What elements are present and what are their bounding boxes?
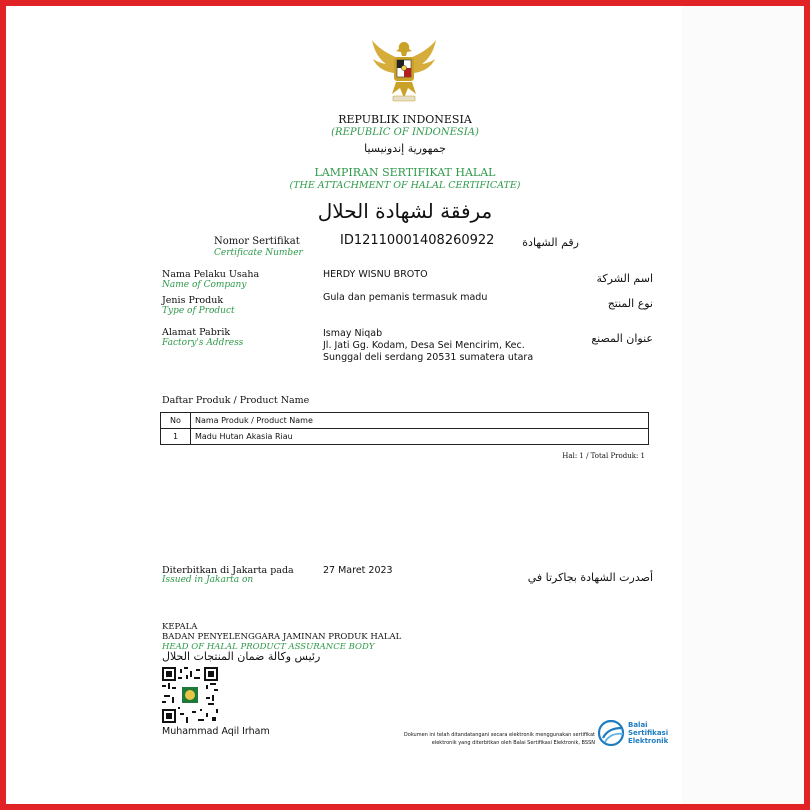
issued-label-en: Issued in Jakarta on: [162, 575, 254, 585]
pagination-info: Hal: 1 / Total Produk: 1: [562, 452, 645, 460]
product-type-value: Gula dan pemanis termasuk madu: [323, 292, 488, 303]
factory-value-line2: Jl. Jati Gg. Kodam, Desa Sei Mencirim, Kec.: [323, 340, 525, 351]
issued-date: 27 Maret 2023: [323, 565, 393, 576]
product-list-heading: Daftar Produk / Product Name: [162, 395, 310, 406]
company-value: HERDY WISNU BROTO: [323, 269, 428, 280]
issued-label: Diterbitkan di Jakarta pada: [162, 565, 294, 576]
product-type-label-ar: نوع المنتج: [607, 297, 653, 310]
e-signature-note-line2: elektronik yang diterbitkan oleh Balai Sertifikasi Elektronik, BSSN: [431, 740, 595, 746]
document-title-en: (THE ATTACHMENT OF HALAL CERTIFICATE): [289, 180, 521, 191]
factory-label: Alamat Pabrik: [162, 327, 231, 338]
table-header-row: [161, 413, 649, 429]
country-name-ar: جمهورية إندونيسيا: [364, 142, 446, 155]
right-margin: [682, 6, 804, 804]
signatory-title: KEPALA: [162, 622, 198, 632]
country-name: REPUBLIK INDONESIA: [338, 113, 472, 126]
factory-label-ar: عنوان المصنع: [591, 332, 653, 345]
bsre-line3: Elektronik: [628, 737, 669, 745]
certificate-number-label-ar: رقم الشهادة: [522, 236, 579, 249]
certificate-number-label-en: Certificate Number: [214, 248, 303, 258]
document-title-ar: مرفقة لشهادة الحلال: [317, 199, 493, 223]
bsre-logo-text: [628, 721, 668, 745]
product-type-label-en: Type of Product: [162, 306, 235, 316]
certificate-number: ID12110001408260922: [340, 233, 495, 248]
issued-label-ar: أصدرت الشهادة بجاكرتا في: [527, 571, 653, 584]
column-header-no: No: [161, 413, 191, 429]
signatory-agency-en: HEAD OF HALAL PRODUCT ASSURANCE BODY: [162, 642, 375, 652]
product-table: [160, 412, 649, 445]
e-signature-note-line1: Dokumen ini telah ditandatangani secara elektronik menggunakan sertifikat: [403, 732, 595, 738]
signatory-agency: BADAN PENYELENGGARA JAMINAN PRODUK HALAL: [162, 632, 402, 642]
bsre-logo-icon: [598, 720, 628, 746]
row-number: 1: [161, 429, 191, 445]
factory-value-line1: Ismay Niqab: [323, 328, 383, 339]
factory-label-en: Factory's Address: [162, 338, 244, 348]
country-name-en: (REPUBLIC OF INDONESIA): [331, 127, 479, 138]
garuda-emblem-icon: [368, 36, 440, 108]
company-label-ar: اسم الشركة: [596, 272, 653, 285]
certificate-number-label: Nomor Sertifikat: [214, 236, 300, 247]
company-label: Nama Pelaku Usaha: [162, 269, 260, 280]
document-title: LAMPIRAN SERTIFIKAT HALAL: [314, 166, 496, 179]
row-product-name: Madu Hutan Akasia Riau: [191, 429, 649, 445]
factory-value-line3: Sunggal deli serdang 20531 sumatera utara: [323, 352, 534, 363]
product-type-label: Jenis Produk: [162, 295, 224, 306]
company-label-en: Name of Company: [162, 280, 247, 290]
signatory-name: Muhammad Aqil Irham: [162, 726, 270, 737]
qr-code: [162, 667, 218, 723]
signatory-agency-ar: رئيس وكالة ضمان المنتجات الحلال: [162, 650, 321, 663]
bsre-line2: Sertifikasi: [628, 729, 669, 737]
bsre-line1: Balai: [628, 721, 648, 729]
table-row: [161, 429, 649, 445]
column-header-product-name: Nama Produk / Product Name: [191, 413, 649, 429]
